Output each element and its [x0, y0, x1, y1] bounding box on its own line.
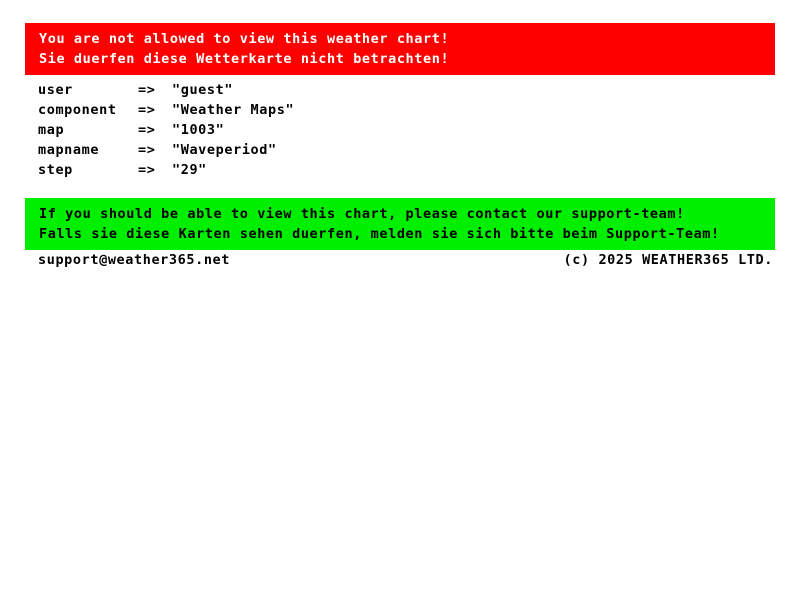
- parameter-value: "Weather Maps": [172, 102, 295, 118]
- parameter-row-component: [38, 100, 294, 120]
- copyright-notice: (c) 2025 WEATHER365 LTD.: [563, 252, 773, 268]
- parameter-arrow: =>: [138, 82, 156, 98]
- error-banner-line-en: You are not allowed to view this weather chart!: [39, 31, 450, 47]
- parameter-row-mapname: [38, 140, 294, 160]
- info-banner-line-de: Falls sie diese Karten sehen duerfen, melden sie sich bitte beim Support-Team!: [39, 226, 720, 242]
- parameter-arrow: =>: [138, 102, 156, 118]
- info-banner-line-en: If you should be able to view this chart, please contact our support-team!: [39, 206, 685, 222]
- parameter-key: user: [38, 82, 73, 98]
- error-banner: [25, 23, 775, 75]
- parameter-row-map: [38, 120, 294, 140]
- parameter-value: "1003": [172, 122, 225, 138]
- error-banner-line-de: Sie duerfen diese Wetterkarte nicht betrachten!: [39, 51, 450, 67]
- footer: [38, 250, 773, 270]
- parameter-arrow: =>: [138, 162, 156, 178]
- parameter-list: [38, 80, 294, 180]
- support-email[interactable]: support@weather365.net: [38, 252, 231, 268]
- parameter-value: "guest": [172, 82, 234, 98]
- parameter-key: step: [38, 162, 73, 178]
- parameter-key: map: [38, 122, 65, 138]
- parameter-arrow: =>: [138, 122, 156, 138]
- parameter-arrow: =>: [138, 142, 156, 158]
- parameter-key: mapname: [38, 142, 100, 158]
- parameter-row-user: [38, 80, 294, 100]
- parameter-value: "Waveperiod": [172, 142, 277, 158]
- parameter-key: component: [38, 102, 117, 118]
- parameter-value: "29": [172, 162, 207, 178]
- info-banner: [25, 198, 775, 250]
- parameter-row-step: [38, 160, 294, 180]
